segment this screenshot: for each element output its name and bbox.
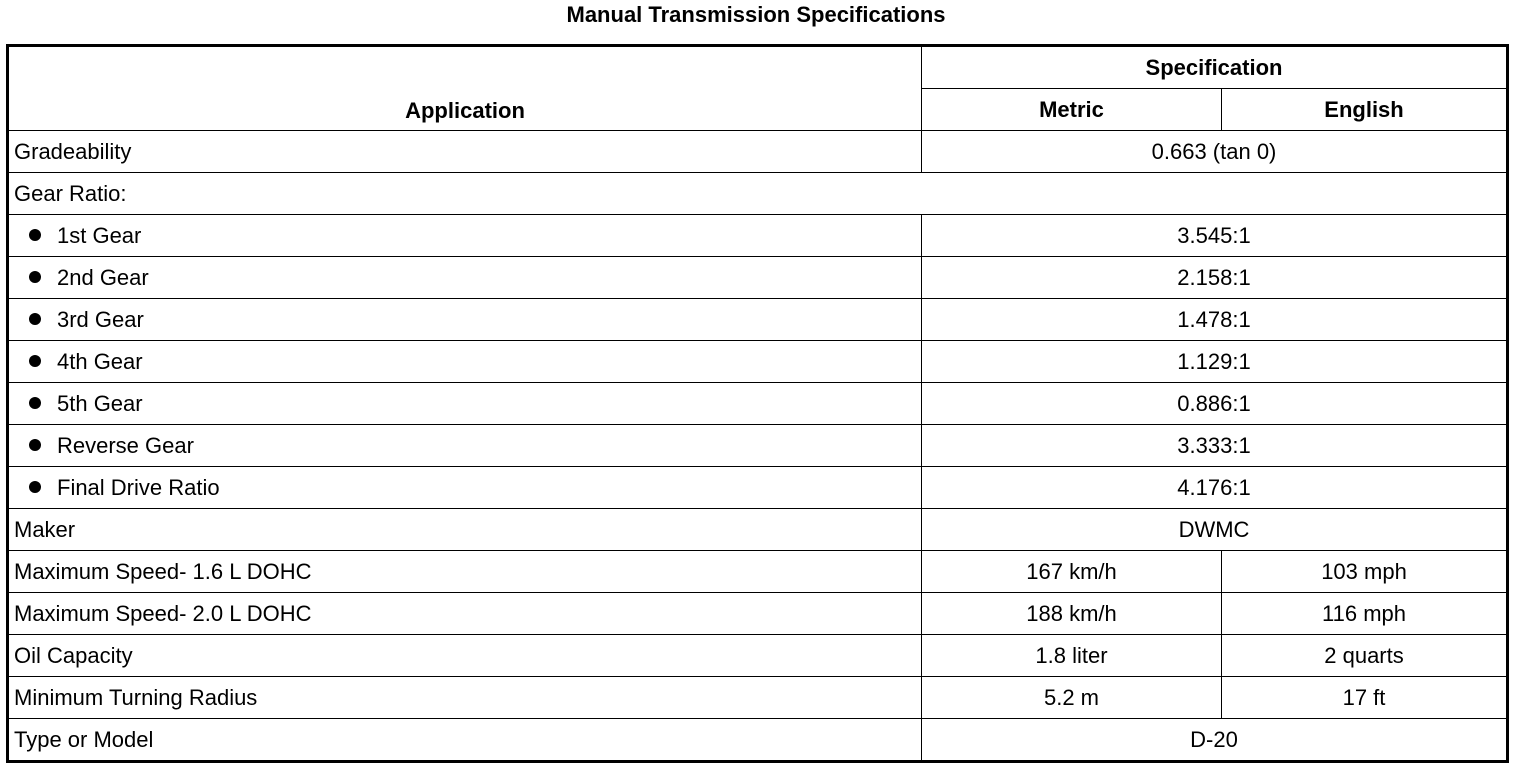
bullet-icon (29, 481, 41, 493)
row-label: Type or Model (8, 719, 922, 762)
header-application: Application (8, 46, 922, 131)
row-value: 3.545:1 (922, 215, 1508, 257)
row-label: 5th Gear (57, 390, 143, 416)
row-english: 116 mph (1222, 593, 1508, 635)
row-metric: 188 km/h (922, 593, 1222, 635)
header-english: English (1222, 89, 1508, 131)
row-value: 4.176:1 (922, 467, 1508, 509)
row-label: 4th Gear (57, 348, 143, 374)
row-value: 1.478:1 (922, 299, 1508, 341)
table-row (8, 635, 1508, 677)
row-label: Maximum Speed- 2.0 L DOHC (8, 593, 922, 635)
table-row (8, 299, 1508, 341)
row-english: 103 mph (1222, 551, 1508, 593)
bullet-icon (29, 355, 41, 367)
row-metric: 5.2 m (922, 677, 1222, 719)
bullet-icon (29, 313, 41, 325)
row-label: 3rd Gear (57, 306, 144, 332)
row-value: 3.333:1 (922, 425, 1508, 467)
row-metric: 1.8 liter (922, 635, 1222, 677)
row-english: 2 quarts (1222, 635, 1508, 677)
bullet-icon (29, 271, 41, 283)
row-label: Gear Ratio: (8, 173, 1508, 215)
row-value: D-20 (922, 719, 1508, 762)
page-title: Manual Transmission Specifications (566, 2, 946, 27)
row-label: Oil Capacity (8, 635, 922, 677)
bullet-icon (29, 229, 41, 241)
table-row (8, 719, 1508, 762)
row-label: Gradeability (8, 131, 922, 173)
table-row (8, 467, 1508, 509)
table-row (8, 341, 1508, 383)
row-value: 0.663 (tan 0) (922, 131, 1508, 173)
header-specification: Specification (922, 46, 1508, 89)
bullet-icon (29, 439, 41, 451)
table-row (8, 425, 1508, 467)
table-row (8, 173, 1508, 215)
table-row (8, 215, 1508, 257)
row-metric: 167 km/h (922, 551, 1222, 593)
row-label: Final Drive Ratio (57, 474, 220, 500)
row-value: DWMC (922, 509, 1508, 551)
table-row (8, 677, 1508, 719)
row-label: Reverse Gear (57, 432, 194, 458)
row-label: 2nd Gear (57, 264, 149, 290)
bullet-icon (29, 397, 41, 409)
row-label: Maker (8, 509, 922, 551)
spec-table (6, 44, 1509, 763)
row-label: Maximum Speed- 1.6 L DOHC (8, 551, 922, 593)
table-row (8, 551, 1508, 593)
row-english: 17 ft (1222, 677, 1508, 719)
table-row (8, 257, 1508, 299)
table-row (8, 593, 1508, 635)
header-metric: Metric (922, 89, 1222, 131)
row-value: 0.886:1 (922, 383, 1508, 425)
table-row (8, 383, 1508, 425)
table-row (8, 131, 1508, 173)
table-row (8, 509, 1508, 551)
row-value: 2.158:1 (922, 257, 1508, 299)
row-label: Minimum Turning Radius (8, 677, 922, 719)
row-value: 1.129:1 (922, 341, 1508, 383)
row-label: 1st Gear (57, 222, 142, 248)
